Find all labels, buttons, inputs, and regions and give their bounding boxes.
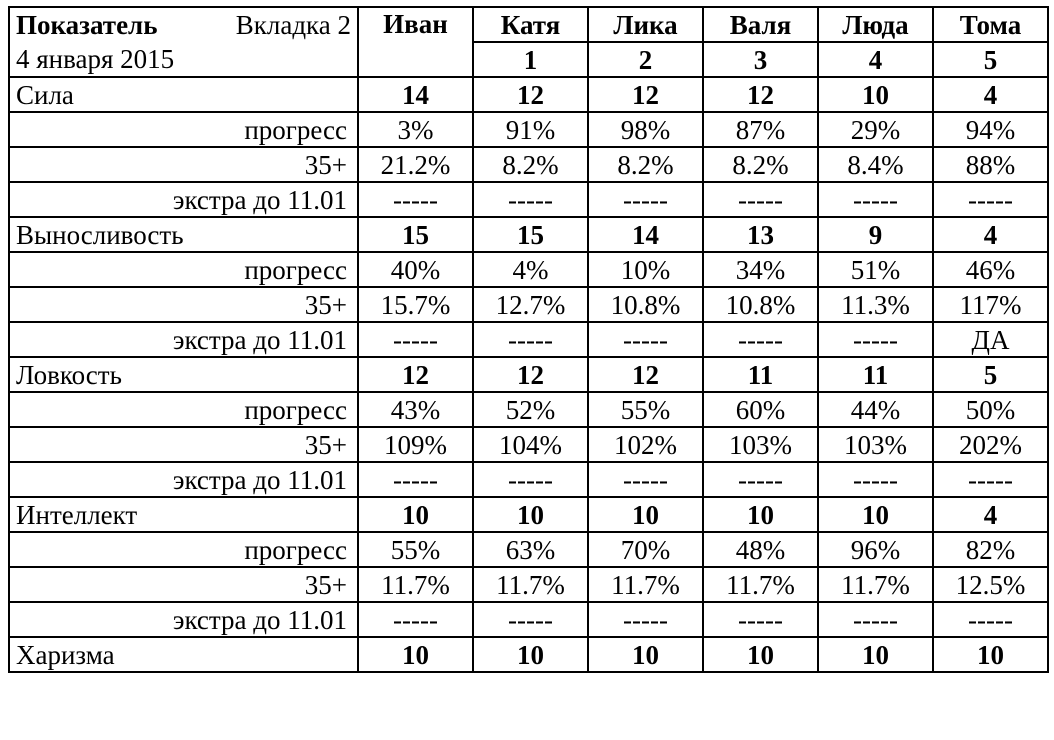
- section-name: Выносливость: [9, 217, 358, 252]
- metric-value: 11.7%: [588, 567, 703, 602]
- section-name: Интеллект: [9, 497, 358, 532]
- metric-value: 50%: [933, 392, 1048, 427]
- section-value: 4: [933, 217, 1048, 252]
- metric-value: 117%: [933, 287, 1048, 322]
- metric-value: 48%: [703, 532, 818, 567]
- header-row-2: [9, 42, 1048, 77]
- metric-value: 98%: [588, 112, 703, 147]
- metric-value: 51%: [818, 252, 933, 287]
- section-value: 10: [818, 637, 933, 672]
- metric-value: 109%: [358, 427, 473, 462]
- metric-value: 103%: [703, 427, 818, 462]
- section-value: 12: [703, 77, 818, 112]
- metric-value: 11.3%: [818, 287, 933, 322]
- metric-row: [9, 392, 1048, 427]
- metric-value: 29%: [818, 112, 933, 147]
- metric-label: экстра до 11.01: [9, 602, 358, 637]
- section-value: 15: [473, 217, 588, 252]
- section-value: 12: [588, 77, 703, 112]
- metric-value: 94%: [933, 112, 1048, 147]
- metric-value: -----: [818, 602, 933, 637]
- metric-value: -----: [473, 602, 588, 637]
- metric-label: экстра до 11.01: [9, 322, 358, 357]
- metric-row: [9, 252, 1048, 287]
- section-row: [9, 637, 1048, 672]
- metric-value: 63%: [473, 532, 588, 567]
- metric-label: 35+: [9, 287, 358, 322]
- metric-value: 82%: [933, 532, 1048, 567]
- column-name-toma: Тома: [933, 7, 1048, 42]
- column-name-ivan: Иван: [358, 7, 473, 77]
- metric-value: 8.4%: [818, 147, 933, 182]
- metric-value: -----: [358, 322, 473, 357]
- metric-value: 8.2%: [588, 147, 703, 182]
- section-value: 4: [933, 497, 1048, 532]
- metric-value: 102%: [588, 427, 703, 462]
- metric-value: 96%: [818, 532, 933, 567]
- metric-label: 35+: [9, 567, 358, 602]
- metric-value: -----: [473, 182, 588, 217]
- metric-value: 43%: [358, 392, 473, 427]
- metric-label: прогресс: [9, 252, 358, 287]
- metric-row: [9, 322, 1048, 357]
- column-name-valya: Валя: [703, 7, 818, 42]
- section-name: Сила: [9, 77, 358, 112]
- metric-value: 55%: [358, 532, 473, 567]
- metric-label: прогресс: [9, 112, 358, 147]
- metric-value: 3%: [358, 112, 473, 147]
- section-value: 12: [588, 357, 703, 392]
- metric-label: прогресс: [9, 392, 358, 427]
- metric-value: 15.7%: [358, 287, 473, 322]
- section-value: 10: [818, 77, 933, 112]
- section-value: 12: [473, 77, 588, 112]
- section-row: [9, 77, 1048, 112]
- section-value: 11: [703, 357, 818, 392]
- metric-value: -----: [473, 322, 588, 357]
- metric-value: 12.5%: [933, 567, 1048, 602]
- section-name: Ловкость: [9, 357, 358, 392]
- metric-value: 11.7%: [703, 567, 818, 602]
- metric-row: [9, 462, 1048, 497]
- metric-value: 104%: [473, 427, 588, 462]
- column-name-lyuda: Люда: [818, 7, 933, 42]
- section-value: 10: [473, 637, 588, 672]
- section-value: 9: [818, 217, 933, 252]
- metric-value: 10.8%: [703, 287, 818, 322]
- metric-value: -----: [818, 322, 933, 357]
- section-value: 10: [588, 637, 703, 672]
- header-date: 4 января 2015: [9, 42, 358, 77]
- metric-row: [9, 567, 1048, 602]
- section-value: 12: [358, 357, 473, 392]
- metric-value: 12.7%: [473, 287, 588, 322]
- header-tab: Вкладка 2: [235, 10, 351, 40]
- section-value: 10: [703, 497, 818, 532]
- section-value: 13: [703, 217, 818, 252]
- section-value: 14: [358, 77, 473, 112]
- metric-value: 10%: [588, 252, 703, 287]
- section-value: 10: [588, 497, 703, 532]
- metric-value: -----: [588, 182, 703, 217]
- metric-value: -----: [588, 602, 703, 637]
- metric-row: [9, 427, 1048, 462]
- metric-row: [9, 287, 1048, 322]
- metric-value: 11.7%: [473, 567, 588, 602]
- section-value: 15: [358, 217, 473, 252]
- metric-label: экстра до 11.01: [9, 182, 358, 217]
- section-value: 4: [933, 77, 1048, 112]
- section-value: 12: [473, 357, 588, 392]
- metric-value: ДА: [933, 322, 1048, 357]
- column-num-toma: 5: [933, 42, 1048, 77]
- metric-value: 21.2%: [358, 147, 473, 182]
- section-value: 11: [818, 357, 933, 392]
- section-value: 10: [933, 637, 1048, 672]
- column-name-katya: Катя: [473, 7, 588, 42]
- metric-value: 202%: [933, 427, 1048, 462]
- metric-value: 87%: [703, 112, 818, 147]
- metric-value: -----: [358, 602, 473, 637]
- stats-table: [8, 6, 1049, 673]
- metric-value: 44%: [818, 392, 933, 427]
- section-value: 14: [588, 217, 703, 252]
- metric-value: 8.2%: [703, 147, 818, 182]
- section-row: [9, 217, 1048, 252]
- metric-value: -----: [358, 462, 473, 497]
- metric-row: [9, 147, 1048, 182]
- metric-value: -----: [933, 602, 1048, 637]
- metric-value: 8.2%: [473, 147, 588, 182]
- metric-value: -----: [703, 182, 818, 217]
- metric-label: прогресс: [9, 532, 358, 567]
- metric-value: 103%: [818, 427, 933, 462]
- header-label-cell: [9, 7, 358, 42]
- column-name-lika: Лика: [588, 7, 703, 42]
- metric-value: 4%: [473, 252, 588, 287]
- header-row-1: [9, 7, 1048, 42]
- column-num-katya: 1: [473, 42, 588, 77]
- metric-label: 35+: [9, 427, 358, 462]
- metric-value: 11.7%: [358, 567, 473, 602]
- metric-value: -----: [818, 462, 933, 497]
- metric-value: 40%: [358, 252, 473, 287]
- column-num-lika: 2: [588, 42, 703, 77]
- column-num-lyuda: 4: [818, 42, 933, 77]
- metric-value: -----: [933, 182, 1048, 217]
- metric-value: 91%: [473, 112, 588, 147]
- metric-value: -----: [358, 182, 473, 217]
- metric-row: [9, 112, 1048, 147]
- metric-value: -----: [588, 322, 703, 357]
- metric-value: 88%: [933, 147, 1048, 182]
- column-num-valya: 3: [703, 42, 818, 77]
- metric-value: 34%: [703, 252, 818, 287]
- header-title: Показатель: [16, 10, 158, 40]
- metric-value: 11.7%: [818, 567, 933, 602]
- section-value: 10: [703, 637, 818, 672]
- metric-label: экстра до 11.01: [9, 462, 358, 497]
- metric-value: -----: [933, 462, 1048, 497]
- metric-value: -----: [818, 182, 933, 217]
- metric-value: -----: [703, 602, 818, 637]
- metric-value: 10.8%: [588, 287, 703, 322]
- section-value: 5: [933, 357, 1048, 392]
- metric-value: -----: [703, 462, 818, 497]
- section-value: 10: [358, 497, 473, 532]
- section-value: 10: [818, 497, 933, 532]
- metric-value: 60%: [703, 392, 818, 427]
- metric-value: 70%: [588, 532, 703, 567]
- metric-value: -----: [473, 462, 588, 497]
- section-value: 10: [358, 637, 473, 672]
- section-value: 10: [473, 497, 588, 532]
- metric-value: -----: [588, 462, 703, 497]
- metric-value: 46%: [933, 252, 1048, 287]
- section-name: Харизма: [9, 637, 358, 672]
- metric-value: 52%: [473, 392, 588, 427]
- metric-label: 35+: [9, 147, 358, 182]
- metric-value: -----: [703, 322, 818, 357]
- metric-row: [9, 532, 1048, 567]
- section-row: [9, 497, 1048, 532]
- metric-value: 55%: [588, 392, 703, 427]
- section-row: [9, 357, 1048, 392]
- metric-row: [9, 602, 1048, 637]
- metric-row: [9, 182, 1048, 217]
